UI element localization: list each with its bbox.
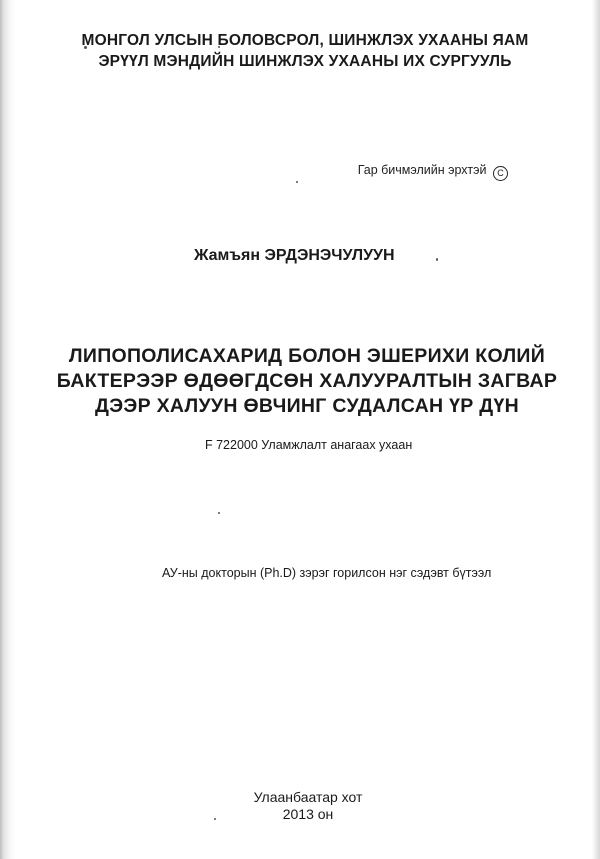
scan-speck: [436, 258, 438, 261]
copyright-icon: C: [493, 166, 508, 181]
scan-edge-left: [0, 0, 16, 859]
scan-speck: [218, 512, 220, 514]
scan-speck: [296, 181, 298, 183]
author-name: Жамъян ЭРДЭНЭЧУЛУУН: [194, 247, 395, 264]
specialty-code: F 722000 Уламжлалт анагаах ухаан: [205, 438, 413, 452]
ministry-name: МОНГОЛ УЛСЫН БОЛОВСРОЛ, ШИНЖЛЭХ УХААНЫ ЯАМ: [81, 32, 529, 49]
thesis-title-line: ЛИПОПОЛИСАХАРИД БОЛОН ЭШЕРИХИ КОЛИЙ: [68, 345, 546, 367]
degree-statement: АУ-ны докторын (Ph.D) зэрэг горилсон нэг сэдэвт бүтээл: [162, 566, 492, 580]
rights-label: Гар бичмэлийн эрхтэй: [357, 163, 487, 177]
publication-year: 2013 он: [282, 806, 334, 822]
place-name: Улаанбаатар хот: [253, 789, 363, 805]
rights-notice: [358, 163, 508, 181]
thesis-title-line: БАКТЕРЭЭР ӨДӨӨГДСӨН ХАЛУУРАЛТЫН ЗАГВАР: [56, 370, 558, 392]
scan-edge-right: [592, 0, 600, 859]
thesis-title-line: ДЭЭР ХАЛУУН ӨВЧИНГ СУДАЛСАН ҮР ДҮН: [95, 395, 519, 417]
university-name: ЭРҮҮЛ МЭНДИЙН ШИНЖЛЭХ УХААНЫ ИХ СУРГУУЛЬ: [98, 53, 512, 70]
